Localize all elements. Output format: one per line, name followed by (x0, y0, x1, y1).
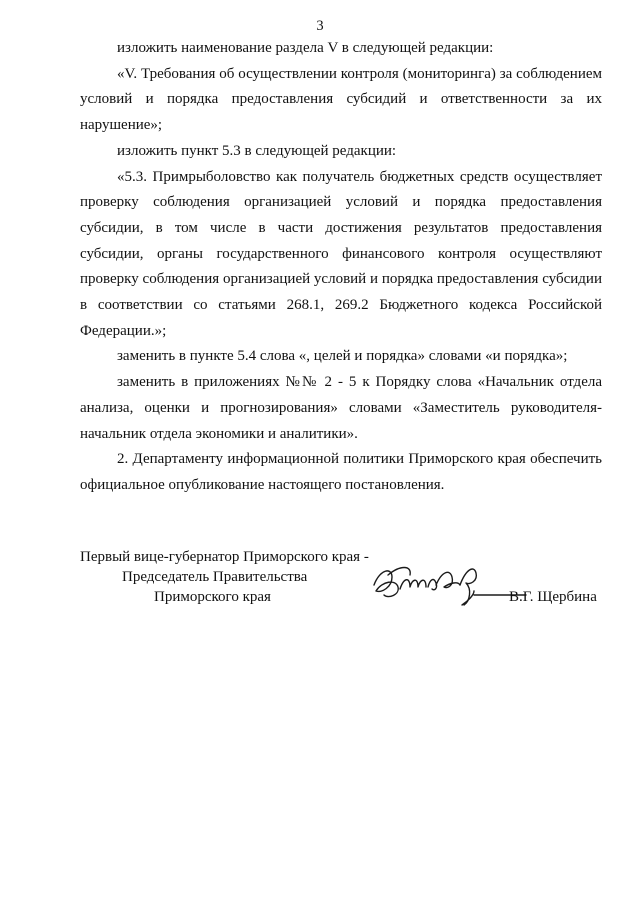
signatory-title-line-2: Председатель Правительства (122, 569, 308, 585)
signature-block (80, 547, 620, 607)
paragraph-section-v-intro: изложить наименование раздела V в следующей редакции: (117, 40, 494, 56)
paragraph-item-5-4: заменить в пункте 5.4 слова «, целей и порядка» словами «и порядка»; (117, 348, 568, 365)
signature-scribble (370, 555, 530, 617)
signatory-title-line-3: Приморского края (154, 589, 271, 605)
signatory-title-line-1: Первый вице-губернатор Приморского края - (80, 549, 369, 565)
paragraph-section-v-title: «V. Требования об осуществлении контроля (мониторинга) за соблюдением условий и порядка предоставления субсидий и ответственности за их нарушение»; (80, 65, 602, 134)
paragraph-publication: 2. Департаменту информационной политики Приморского края обеспечить официальное опубликование настоящего постановления. (80, 451, 602, 493)
signatory-name: В.Г. Щербина (509, 589, 597, 605)
paragraph-appendices: заменить в приложениях №№ 2 - 5 к Порядку слова «Начальник отдела анализа, оценки и прогнозирования» словами «Заместитель руководителя-начальник отдела экономики и аналитики». (80, 374, 602, 442)
paragraph-item-5-3-intro: изложить пункт 5.3 в следующей редакции: (117, 142, 397, 159)
document-body (80, 36, 602, 499)
handwritten-signature (370, 555, 530, 617)
page-number: 3 (316, 18, 324, 34)
paragraph-item-5-3-text: «5.3. Примрыболовство как получатель бюджетных средств осуществляет проверку соблюдения организацией условий и порядка предоставления субсидии, в том числе в части достижения результатов предоставления субсидии, органы государственного финансового контроля осуществляют проверку соблюдения организацией условий и порядка предоставления субсидии в соответствии со статьями 268.1, 269.2 Бюджетного кодекса Российской Федерации.»; (80, 168, 602, 339)
